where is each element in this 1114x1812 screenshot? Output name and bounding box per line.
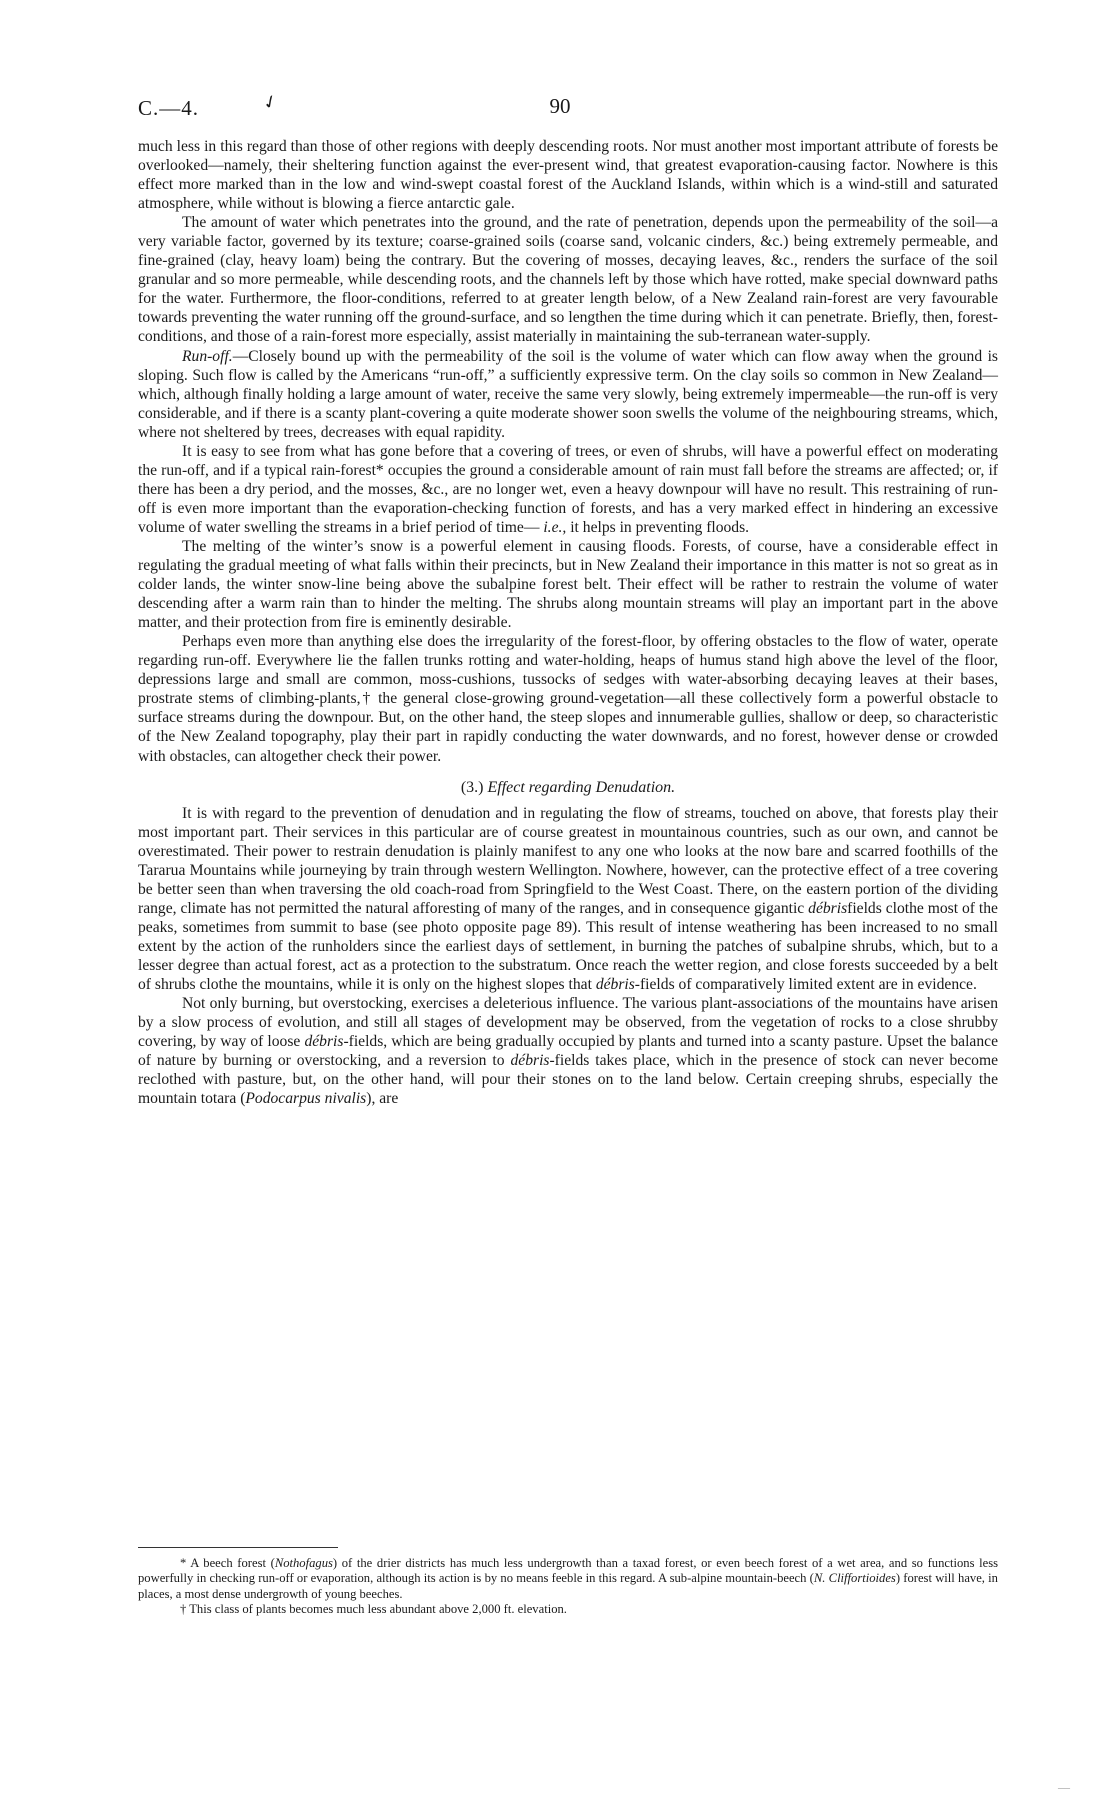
section-heading: [138, 778, 998, 797]
footnote-text: * A beech forest (: [180, 1556, 275, 1570]
italic-species: N. Cliffortioides: [813, 1571, 896, 1586]
report-reference: C.—4.: [138, 96, 200, 120]
paragraph: Perhaps even more than anything else does the irregularity of the forest-floor, by offering obstacles to the flow of water, operate regarding run-off. Everywhere lie the fallen trunks rotting and water-holding, heaps of humus stand high above the level of the floor, depressions large and small are common, moss-cushions, tussocks of sedges with water-absorbing decaying leaves at their bases, prostrate stems of climbing-plants,† the general close-growing ground-vegetation—all these collectively form a powerful obstacle to surface streams during the downpour. But, on the other hand, the steep slopes and innumerable gullies, shallow or deep, so characteristic of the New Zealand topography, play their part in rapidly conducting the water downwards, and no forest, however dense or crowded with obstacles, can altogether check their power.: [138, 633, 998, 765]
run-off-heading: Run-off.: [182, 347, 233, 365]
paragraph: much less in this regard than those of other regions with deeply descending roots. Nor must another most important attribute of forests be overlooked—namely, their sheltering function against the ever-present wind, that greatest evaporation-causing factor. Nowhere is this effect more marked than in the low and wind-swept coastal forest of the Auckland Islands, within which is a wind-still and saturated atmosphere, while without is blowing a fierce antarctic gale.: [138, 138, 998, 213]
paragraph-text: -fields of comparatively limited extent are in evidence.: [634, 976, 977, 994]
em-dash: —: [232, 347, 249, 365]
italic-ie: i.e.,: [543, 518, 567, 536]
paragraph-text: It is with regard to the prevention of denudation and in regulating the flow of streams, touched on above, that forests play their most important part. Their services in this particular are of course greatest in mountainous countries, such as our own, and cannot be overestimated. Their power to restrain denudation is plainly manifest to any one who looks at the now bare and scarred foothills of the Tararua Mountains while journeying by train through western Wellington. Nowhere, however, can the protective effect of a tree covering be better seen than when traversing the old coach-road from Springfield to the West Coast. There, on the eastern portion of the dividing range, climate has not permitted the natural afforesting of many of the ranges, and in consequence gigantic: [138, 804, 998, 917]
body-text: [138, 137, 998, 1108]
paragraph: [138, 347, 998, 442]
italic-genus: Nothofagus: [274, 1556, 333, 1570]
paragraph-text: fields clothe most of the peaks, sometimes from summit to base (see photo opposite page 89). This result of intense weathering has been increased to no small extent by the action of the runholders since the earliest days of settlement, in burning the patches of subalpine shrubs, which, but to a lesser degree than actual forest, act as a protection to the substratum. Once reach the wetter region, and close forests succeeded by a belt of shrubs clothe the mountains, while it is only on the highest slopes that: [138, 899, 998, 994]
paragraph-text: ), are: [366, 1090, 399, 1108]
italic-debris: débris: [304, 1033, 344, 1051]
footnote-rule: [138, 1547, 338, 1548]
paragraph-text: Not only burning, but overstocking, exercises a deleterious influence. The various plant-associations of the mountains have arisen by a slow process of evolution, and still all stages of development may be observed, from the vegetation of rocks to a close shrubby covering, by way of loose: [138, 995, 998, 1051]
paragraph-text: Closely bound up with the permeability of the soil is the volume of water which can flow away when the ground is sloping. Such flow is called by the Americans “run-off,” a sufficiently expressive term. On the clay soils so common in New Zealand—which, although finally holding a large amount of water, receive the same very slowly, being extremely impermeable—the run-off is very considerable, and if there is a scanty plant-covering a quite moderate shower soon swells the volume of the neighbouring streams, which, where not sheltered by trees, decreases with equal rapidity.: [138, 347, 998, 441]
section-title: Effect regarding Denudation.: [487, 778, 676, 796]
check-mark-icon: ✓: [259, 89, 282, 115]
page-number: 90: [549, 94, 571, 118]
paragraph-text: it helps in preventing floods.: [570, 518, 750, 536]
paragraph: [138, 994, 998, 1108]
corner-mark: —: [1058, 1780, 1070, 1794]
paragraph: [138, 442, 998, 537]
footnote: [138, 1556, 998, 1602]
italic-debris: débris: [510, 1052, 550, 1070]
paragraph: The amount of water which penetrates into the ground, and the rate of penetration, depends upon the permeability of the soil—a very variable factor, governed by its texture; coarse-grained soils (coarse sand, volcanic cinders, &c.) being extremely permeable, and fine-grained (clay, heavy loam) being the contrary. But the covering of mosses, decaying leaves, &c., renders the surface of the soil granular and so more permeable, while descending roots, and the channels left by those which have rotted, make special downward paths for the water. Furthermore, the floor-conditions, referred to at greater length below, of a New Zealand rain-forest are very favourable towards preventing the water running off the ground-surface, and so lengthen the time during which it can penetrate. Briefly, then, forest-conditions, and those of a rain-forest more especially, assist materially in maintaining the sub-terranean water-supply.: [138, 214, 998, 346]
paragraph-text: -fields takes place, which in the presence of stock can never become reclothed with pasture, but, on the other hand, will pour their stones on to the land below. Certain creeping shrubs, especially the mountain totara (: [138, 1052, 998, 1108]
paragraph: [138, 804, 998, 994]
italic-debris: débris: [808, 899, 848, 917]
paragraph: The melting of the winter’s snow is a powerful element in causing floods. Forests, of course, have a considerable effect in regulating the gradual meeting of what falls within their precincts, but in New Zealand their importance in this matter is not so great as in colder lands, the winter snow-line being above the subalpine forest belt. Their effect will be rather to restrain the volume of water descending after a warm rain than to hinder the melting. The shrubs along mountain streams will play an important part in the above matter, and their protection from fire is eminently desirable.: [138, 537, 998, 632]
footnote-text: ) forest will have, in places, a most dense undergrowth of young beeches.: [138, 1571, 998, 1601]
paragraph-text: It is easy to see from what has gone before that a covering of trees, or even of shrubs, will have a powerful effect on moderating the run-off, and if a typical rain-forest* occupies the ground a considerable amount of rain must fall before the streams are affected; or, if there has been a dry period, and the mosses, &c., are no longer wet, even a heavy downpour will have no result. This restraining of run-off is even more important than the evaporation-checking function of forests, and has a very marked effect in hindering an excessive volume of water swelling the streams in a brief period of time—: [138, 442, 998, 536]
footnotes: [138, 1556, 998, 1618]
footnote: † This class of plants becomes much less abundant above 2,000 ft. elevation.: [180, 1602, 567, 1617]
footnote-text: ) of the drier districts has much less undergrowth than a taxad forest, or even beech forest of a wet area, and so functions less powerfully in checking run-off or evaporation, although its action is by no means feeble in this regard. A sub-alpine mountain-beech (: [138, 1556, 998, 1586]
paragraph-text: -fields, which are being gradually occupied by plants and turned into a scanty pasture. Upset the balance of nature by burning or overstocking, and a reversion to: [138, 1033, 998, 1070]
italic-species: Podocarpus nivalis: [245, 1090, 367, 1108]
section-number: (3.): [460, 778, 484, 796]
italic-debris: débris: [595, 976, 635, 994]
